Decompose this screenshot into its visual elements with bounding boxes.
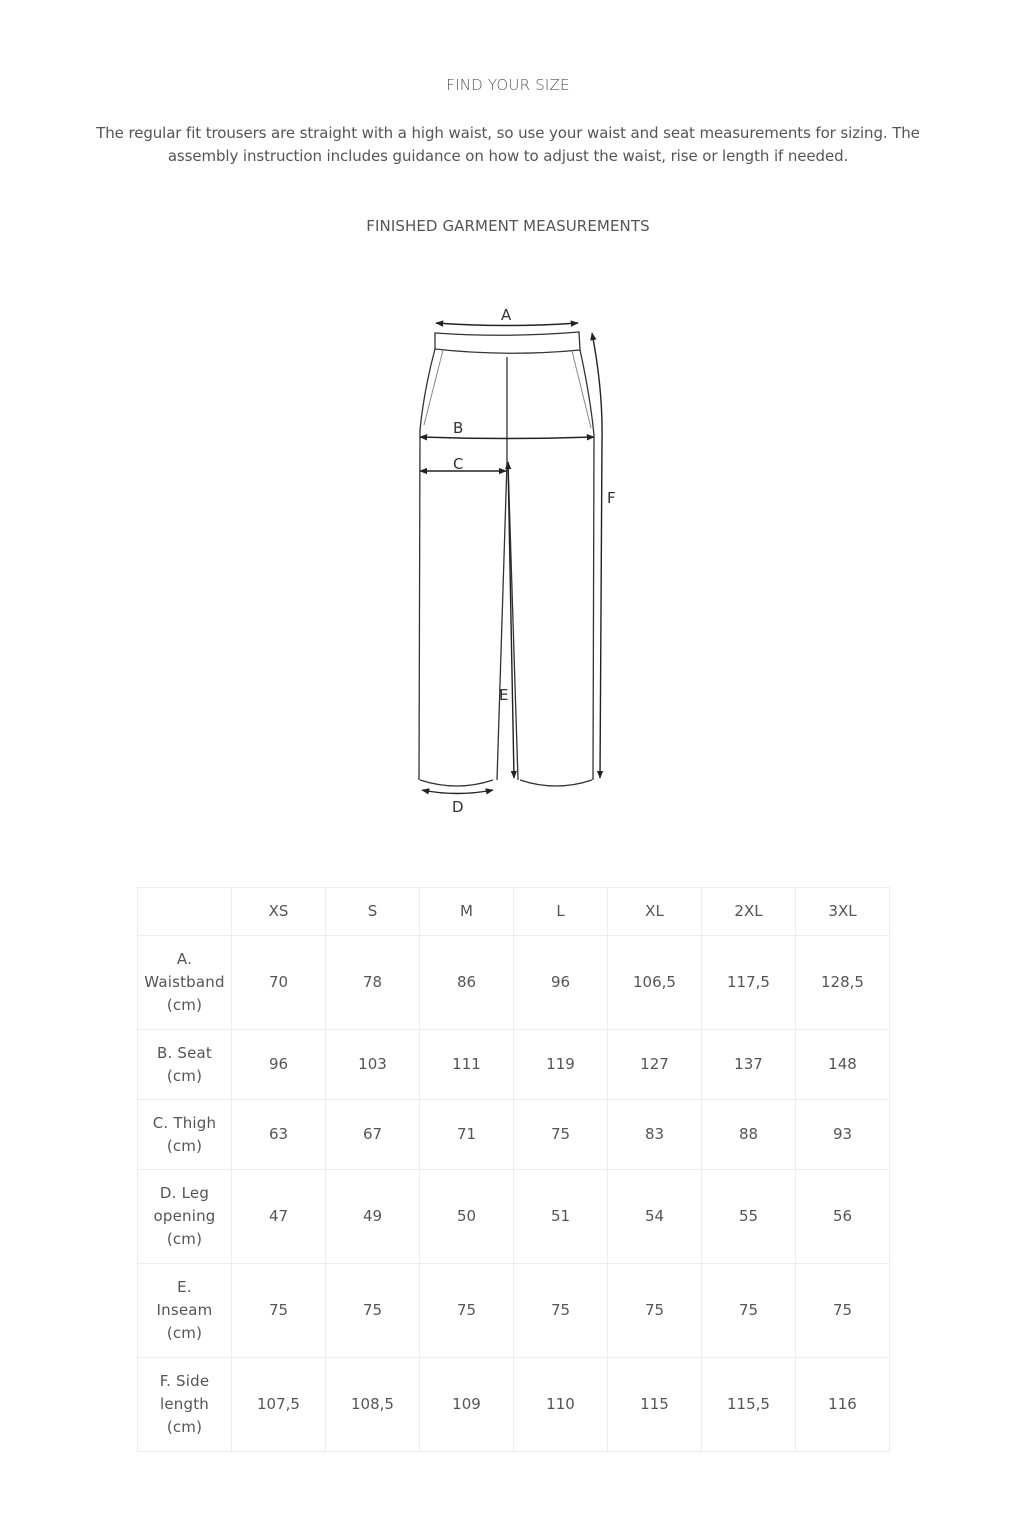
table-cell: 75 <box>608 1264 702 1358</box>
size-header: L <box>514 888 608 936</box>
table-cell: 83 <box>608 1100 702 1170</box>
arrow-d <box>422 790 493 794</box>
table-cell: 56 <box>796 1170 890 1264</box>
size-header: 2XL <box>702 888 796 936</box>
table-cell: 51 <box>514 1170 608 1264</box>
table-cell: 109 <box>420 1358 514 1452</box>
table-cell: 108,5 <box>326 1358 420 1452</box>
row-label: E. Inseam (cm) <box>138 1264 232 1358</box>
row-label: D. Leg opening (cm) <box>138 1170 232 1264</box>
table-row-waistband <box>138 936 890 1030</box>
table-cell: 75 <box>326 1264 420 1358</box>
label-f: F <box>607 489 616 507</box>
table-cell: 86 <box>420 936 514 1030</box>
label-e: E <box>499 686 509 704</box>
table-cell: 49 <box>326 1170 420 1264</box>
size-header: M <box>420 888 514 936</box>
table-cell: 75 <box>232 1264 326 1358</box>
table-cell: 93 <box>796 1100 890 1170</box>
table-cell: 55 <box>702 1170 796 1264</box>
table-cell: 119 <box>514 1030 608 1100</box>
table-row-inseam <box>138 1264 890 1358</box>
label-b: B <box>453 419 464 437</box>
table-cell: 127 <box>608 1030 702 1100</box>
table-cell: 106,5 <box>608 936 702 1030</box>
table-cell: 75 <box>420 1264 514 1358</box>
table-cell: 137 <box>702 1030 796 1100</box>
page-title: FIND YOUR SIZE <box>446 76 570 94</box>
table-cell: 50 <box>420 1170 514 1264</box>
table-cell: 67 <box>326 1100 420 1170</box>
label-a: A <box>501 306 512 324</box>
table-cell: 128,5 <box>796 936 890 1030</box>
section-title: FINISHED GARMENT MEASUREMENTS <box>366 217 650 235</box>
table-cell: 110 <box>514 1358 608 1452</box>
table-cell: 75 <box>514 1100 608 1170</box>
size-header: S <box>326 888 420 936</box>
table-cell: 78 <box>326 936 420 1030</box>
table-row-thigh <box>138 1100 890 1170</box>
size-header: XL <box>608 888 702 936</box>
table-cell: 75 <box>514 1264 608 1358</box>
table-cell: 96 <box>232 1030 326 1100</box>
table-cell: 71 <box>420 1100 514 1170</box>
intro-text: The regular fit trousers are straight with a high waist, so use your waist and seat measurements for sizing. The assembly instruction includes guidance on how to adjust the waist, rise or length if needed. <box>96 124 920 165</box>
table-cell: 107,5 <box>232 1358 326 1452</box>
table-cell: 103 <box>326 1030 420 1100</box>
table-cell: 88 <box>702 1100 796 1170</box>
size-header: XS <box>232 888 326 936</box>
row-label: B. Seat (cm) <box>138 1030 232 1100</box>
label-c: C <box>453 455 464 473</box>
table-corner-cell <box>138 888 232 936</box>
trousers-measurement-diagram <box>400 295 640 825</box>
size-header: 3XL <box>796 888 890 936</box>
table-row-seat <box>138 1030 890 1100</box>
table-cell: 47 <box>232 1170 326 1264</box>
table-cell: 117,5 <box>702 936 796 1030</box>
table-cell: 75 <box>796 1264 890 1358</box>
row-label: A. Waistband (cm) <box>138 936 232 1030</box>
table-cell: 96 <box>514 936 608 1030</box>
table-cell: 115 <box>608 1358 702 1452</box>
table-cell: 116 <box>796 1358 890 1452</box>
row-label: C. Thigh (cm) <box>138 1100 232 1170</box>
table-cell: 54 <box>608 1170 702 1264</box>
row-label: F. Side length (cm) <box>138 1358 232 1452</box>
trousers-outline <box>419 332 594 786</box>
table-row-leg-opening <box>138 1170 890 1264</box>
size-chart-table <box>137 887 890 1452</box>
table-cell: 115,5 <box>702 1358 796 1452</box>
table-row-side-length <box>138 1358 890 1452</box>
table-cell: 63 <box>232 1100 326 1170</box>
table-cell: 111 <box>420 1030 514 1100</box>
table-cell: 148 <box>796 1030 890 1100</box>
label-d: D <box>452 798 464 816</box>
table-cell: 70 <box>232 936 326 1030</box>
trousers-diagram-svg <box>400 295 640 825</box>
table-header-row <box>138 888 890 936</box>
table-cell: 75 <box>702 1264 796 1358</box>
